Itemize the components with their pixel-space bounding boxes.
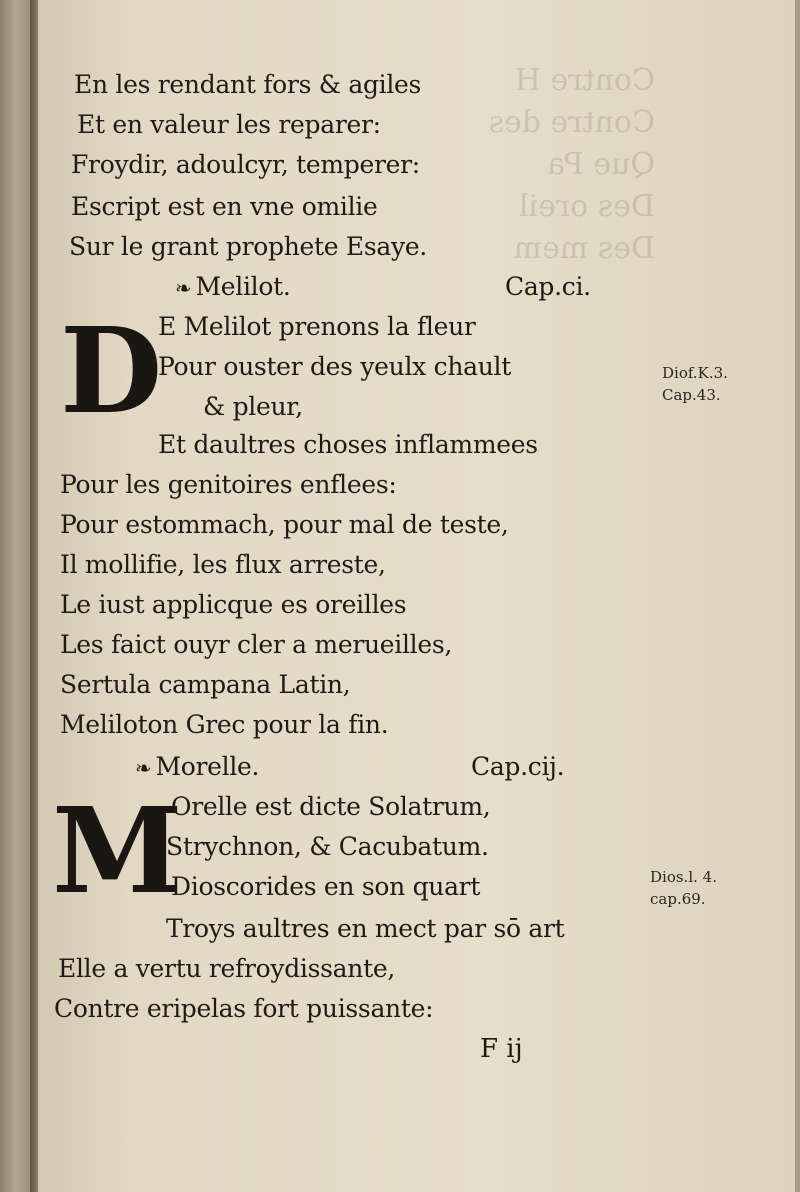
heading-title: Morelle. (155, 752, 260, 781)
dropcap-m: M (52, 781, 183, 920)
book-gutter (30, 0, 38, 1192)
text-line: & pleur, (203, 392, 303, 421)
text-line: E Melilot prenons la fleur (158, 312, 476, 341)
fleuron-icon: ❧ (135, 756, 152, 780)
text-line: Pour estommach, pour mal de teste, (60, 510, 509, 539)
text-line: Dioscorides en son quart (171, 872, 481, 901)
text-line: Froydir, adoulcyr, temperer: (71, 150, 420, 179)
signature-mark: F ij (480, 1034, 523, 1064)
text-line: Strychnon, & Cacubatum. (166, 832, 489, 861)
heading-melilot (175, 272, 291, 301)
text-line: Escript est en vne omilie (71, 192, 378, 221)
margin-note-melilot: Diof.K.3. Cap.43. (662, 364, 728, 404)
dropcap-d: D (60, 301, 163, 440)
text-line: Troys aultres en mect par sō art (166, 914, 565, 943)
fleuron-icon: ❧ (175, 276, 192, 300)
heading-morelle (135, 752, 259, 781)
text-line: Pour les genitoires enflees: (60, 470, 397, 499)
text-line: Orelle est dicte Solatrum, (171, 792, 491, 821)
page-edge (795, 0, 800, 1192)
text-line: Et en valeur les reparer: (77, 110, 381, 139)
text-line: Il mollifie, les flux arreste, (60, 550, 386, 579)
chapter-number: Cap.cij. (471, 752, 565, 781)
text-line: Les faict ouyr cler a merueilles, (60, 630, 453, 659)
text-line: Sur le grant prophete Esaye. (69, 232, 427, 261)
text-line: Le iust applicque es oreilles (60, 590, 407, 619)
show-through-text: Contre H Contre des Que Pa Des oreil Des mem (488, 63, 655, 266)
text-line: Meliloton Grec pour la fin. (60, 710, 389, 739)
facing-page-edge (0, 0, 30, 1192)
text-line: Et daultres choses inflammees (158, 430, 538, 459)
text-line: En les rendant fors & agiles (74, 70, 422, 99)
text-line: Contre eripelas fort puissante: (54, 994, 434, 1023)
book-page (38, 0, 795, 1192)
text-line: Elle a vertu refroydissante, (58, 954, 395, 983)
chapter-number: Cap.ci. (505, 272, 591, 301)
text-line: Pour ouster des yeulx chault (158, 352, 511, 381)
margin-note-morelle: Dios.l. 4. cap.69. (650, 868, 717, 908)
heading-title: Melilot. (195, 272, 291, 301)
text-line: Sertula campana Latin, (60, 670, 351, 699)
